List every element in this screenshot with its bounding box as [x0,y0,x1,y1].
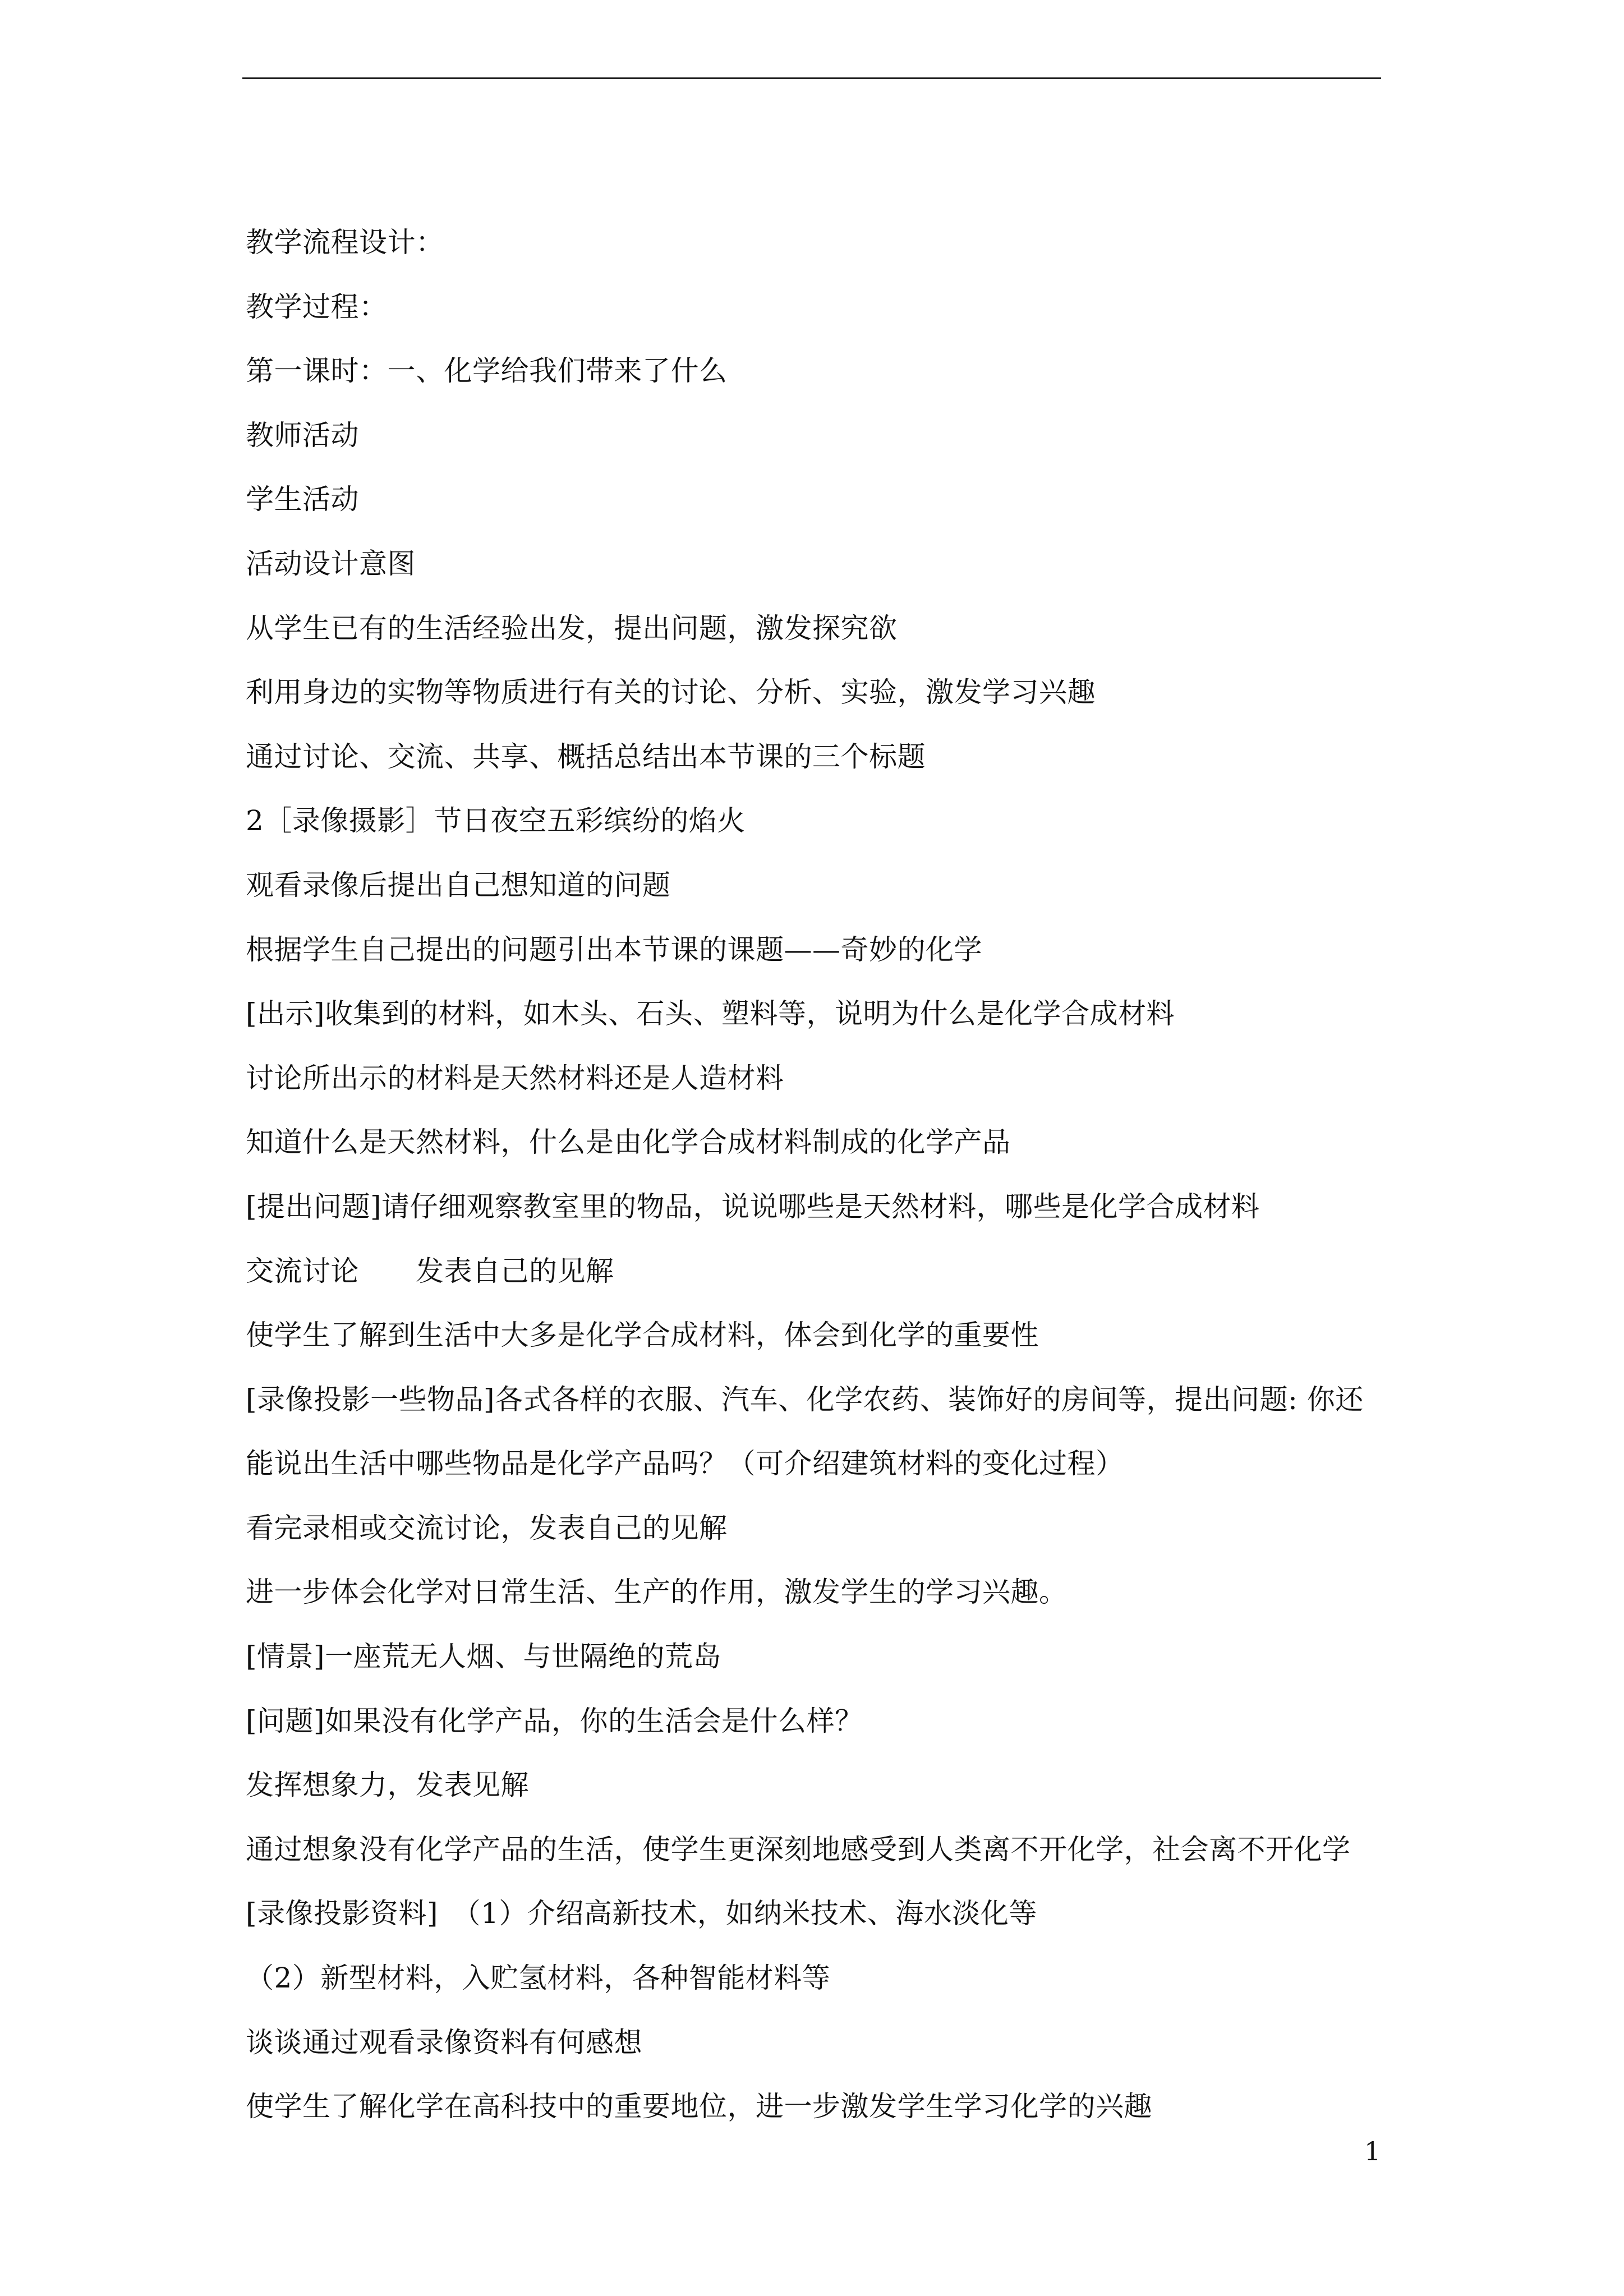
text-line: 根据学生自己提出的问题引出本节课的课题——奇妙的化学 [246,933,982,966]
text-line: 教学过程： [246,290,388,323]
text-line: [出示]收集到的材料，如木头、石头、塑料等，说明为什么是化学合成材料 [246,997,1175,1030]
text-line: 讨论所出示的材料是天然材料还是人造材料 [246,1061,784,1094]
text-line: 教学流程设计： [246,226,444,259]
text-line: [录像投影资料] （1）介绍高新技术，如纳米技术、海水淡化等 [246,1897,1037,1930]
text-line: 发挥想象力，发表见解 [246,1769,529,1802]
text-line: 知道什么是天然材料，什么是由化学合成材料制成的化学产品 [246,1126,1011,1159]
text-line: 利用身边的实物等物质进行有关的讨论、分析、实验，激发学习兴趣 [246,676,1096,709]
text-line: 进一步体会化学对日常生活、生产的作用，激发学生的学习兴趣。 [246,1576,1068,1609]
text-line: （2）新型材料，入贮氢材料，各种智能材料等 [246,1962,831,1995]
text-line: 观看录像后提出自己想知道的问题 [246,868,671,901]
text-line: 交流讨论 发表自己的见解 [246,1254,614,1287]
text-line: 使学生了解到生活中大多是化学合成材料，体会到化学的重要性 [246,1319,1039,1352]
text-line: 看完录相或交流讨论，发表自己的见解 [246,1511,728,1544]
text-line: 谈谈通过观看录像资料有何感想 [246,2026,642,2059]
text-line: [录像投影一些物品]各式各样的衣服、汽车、化学农药、装饰好的房间等，提出问题: 你还 [246,1383,1364,1416]
text-line: 通过讨论、交流、共享、概括总结出本节课的三个标题 [246,740,926,773]
text-line: 通过想象没有化学产品的生活，使学生更深刻地感受到人类离不开化学，社会离不开化学 [246,1833,1351,1866]
page-number: 1 [1364,2136,1381,2166]
text-line: 教师活动 [246,418,359,452]
text-line: 从学生已有的生活经验出发，提出问题，激发探究欲 [246,611,898,645]
text-line: 使学生了解化学在高科技中的重要地位，进一步激发学生学习化学的兴趣 [246,2090,1152,2123]
header-rule [242,77,1381,79]
text-line: 第一课时：一、化学给我们带来了什么 [246,355,728,388]
text-line: [问题]如果没有化学产品，你的生活会是什么样？ [246,1704,863,1737]
text-line: 活动设计意图 [246,547,416,580]
text-line: 能说出生活中哪些物品是化学产品吗？（可介绍建筑材料的变化过程） [246,1447,1124,1480]
text-line: 2［录像摄影］节日夜空五彩缤纷的焰火 [246,804,746,838]
text-line: 学生活动 [246,483,359,516]
text-line: [情景]一座荒无人烟、与世隔绝的荒岛 [246,1640,722,1673]
document-body [246,210,1384,2139]
text-line: [提出问题]请仔细观察教室里的物品，说说哪些是天然材料，哪些是化学合成材料 [246,1190,1260,1223]
